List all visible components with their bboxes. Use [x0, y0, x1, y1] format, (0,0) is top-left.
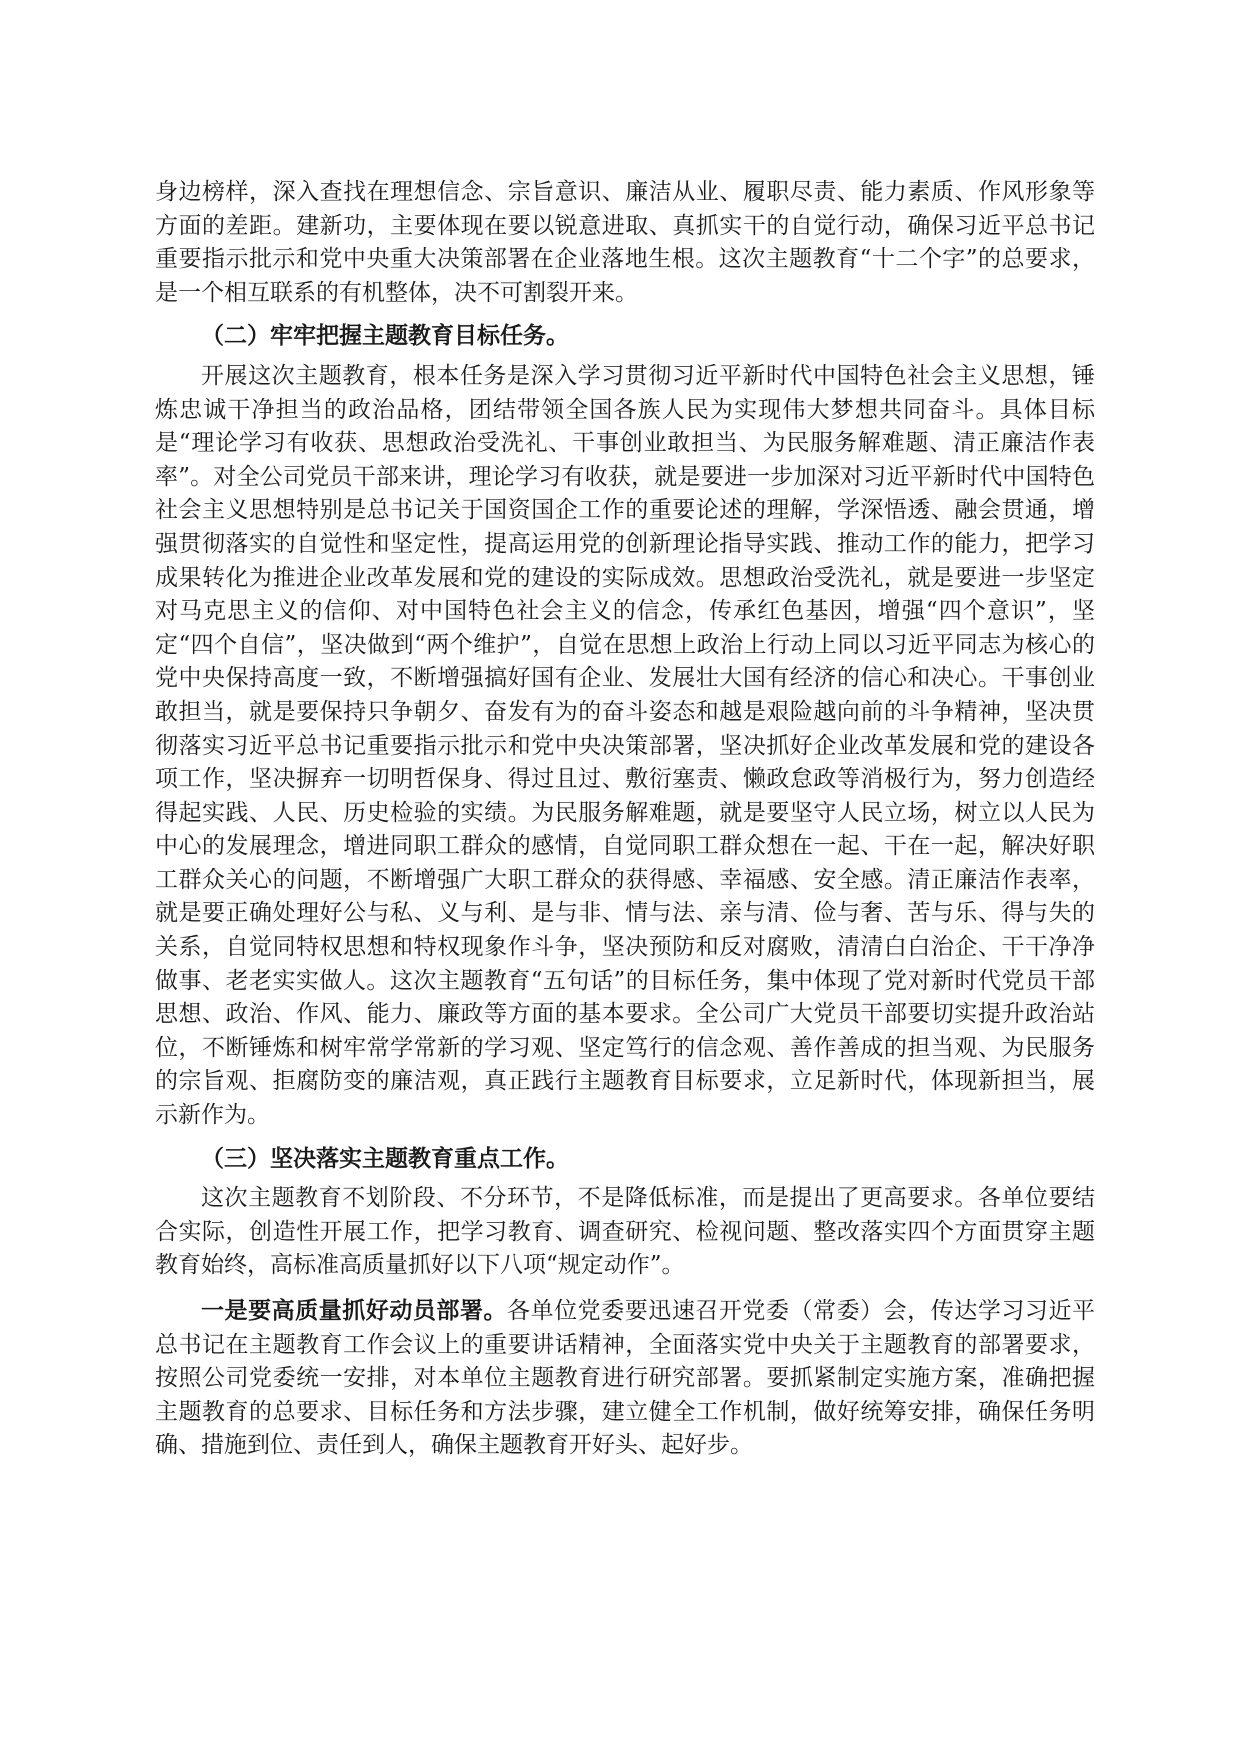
- paragraph-lead: 一是要高质量抓好动员部署。: [201, 1298, 508, 1324]
- section-heading-2: （二）牢牢把握主题教育目标任务。: [201, 323, 569, 350]
- paragraph-mobilization: [155, 1295, 1095, 1463]
- paragraph-continued: 身边榜样，深入查找在理想信念、宗旨意识、廉洁从业、履职尽责、能力素质、作风形象等方面的差距。建新功，主要体现在要以锐意进取、真抓实干的自觉行动，确保习近平总书记重要指示批示和党中央重大决策部署在企业落地生根。这次主题教育“十二个字”的总要求，是一个相互联系的有机整体，决不可割裂开来。: [155, 179, 1095, 306]
- paragraph-body: 各单位党委要迅速召开党委（常委）会，传达学习习近平总书记在主题教育工作会议上的重要讲话精神，全面落实党中央关于主题教育的部署要求，按照公司党委统一安排，对本单位主题教育进行研究部署。要抓紧制定实施方案，准确把握主题教育的总要求、目标任务和方法步骤，建立健全工作机制，做好统筹安排，确保任务明确、措施到位、责任到人，确保主题教育开好头、起好步。: [155, 1298, 1096, 1459]
- paragraph-key-work: 这次主题教育不划阶段、不分环节，不是降低标准，而是提出了更高要求。各单位要结合实际，创造性开展工作，把学习教育、调查研究、检视问题、整改落实四个方面贯穿主题教育始终，高标准高质量抓好以下八项“规定动作”。: [155, 1185, 1095, 1279]
- document-page: [155, 176, 1095, 1463]
- paragraph-goals: 开展这次主题教育，根本任务是深入学习贯彻习近平新时代中国特色社会主义思想，锤炼忠诚干净担当的政治品格，团结带领全国各族人民为实现伟大梦想共同奋斗。具体目标是“理论学习有收获、思想政治受洗礼、干事创业敢担当、为民服务解难题、清正廉洁作表率”。对全公司党员干部来讲，理论学习有收获，就是要进一步加深对习近平新时代中国特色社会主义思想特别是总书记关于国资国企工作的重要论述的理解，学深悟透、融会贯通，增强贯彻落实的自觉性和坚定性，提高运用党的创新理论指导实践、推动工作的能力，把学习成果转化为推进企业改革发展和党的建设的实际成效。思想政治受洗礼，就是要进一步坚定对马克思主义的信仰、对中国特色社会主义的信念，传承红色基因，增强“四个意识”，坚定“四个自信”，坚决做到“两个维护”，自觉在思想上政治上行动上同以习近平同志为核心的党中央保持高度一致，不断增强搞好国有企业、发展壮大国有经济的信心和决心。干事创业敢担当，就是要保持只争朝夕、奋发有为的奋斗姿态和越是艰险越向前的斗争精神，坚决贯彻落实习近平总书记重要指示批示和党中央决策部署，坚决抓好企业改革发展和党的建设各项工作，坚决摒弃一切明哲保身、得过且过、敷衍塞责、懒政怠政等消极行为，努力创造经得起实践、人民、历史检验的实绩。为民服务解难题，就是要坚守人民立场，树立以人民为中心的发展理念，增进同职工群众的感情，自觉同职工群众想在一起、干在一起，解决好职工群众关心的问题，不断增强广大职工群众的获得感、幸福感、安全感。清正廉洁作表率，就是要正确处理好公与私、义与利、是与非、情与法、亲与清、俭与奢、苦与乐、得与失的关系，自觉同特权思想和特权现象作斗争，坚决预防和反对腐败，清清白白治企、干干净净做事、老老实实做人。这次主题教育“五句话”的目标任务，集中体现了党对新时代党员干部思想、政治、作风、能力、廉政等方面的基本要求。全公司广大党员干部要切实提升政治站位，不断锤炼和树牢常学常新的学习观、坚定笃行的信念观、善作善成的担当观、为民服务的宗旨观、拒腐防变的廉洁观，真正践行主题教育目标要求，立足新时代，体现新担当，展示新作为。: [155, 362, 1095, 1129]
- section-heading-3: （三）坚决落实主题教育重点工作。: [201, 1145, 569, 1172]
